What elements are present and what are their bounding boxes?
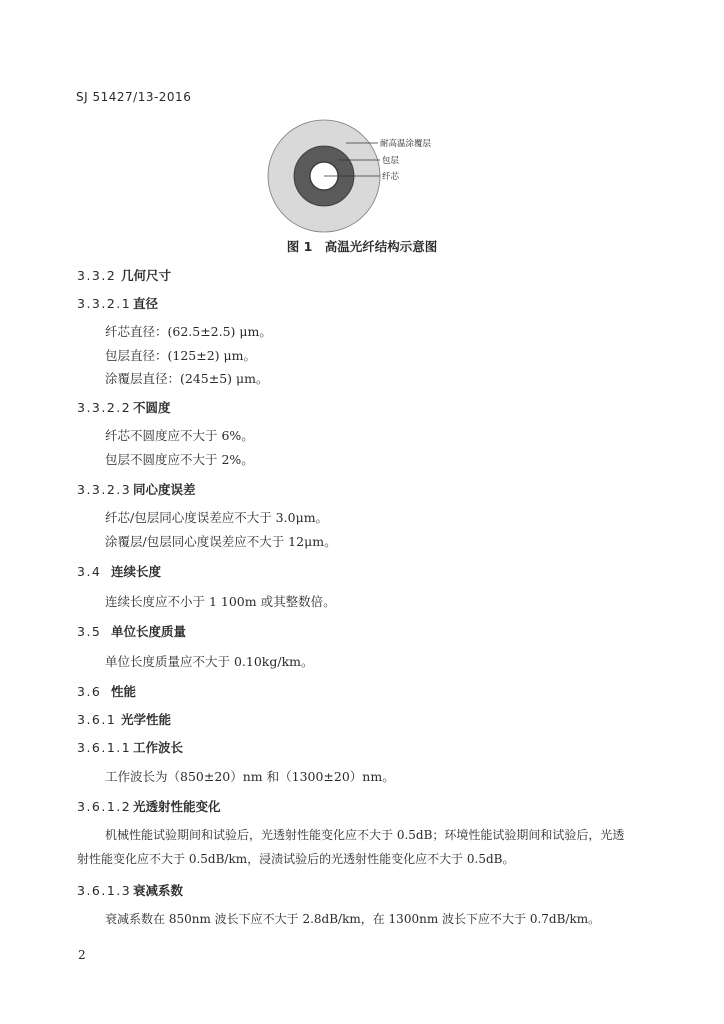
section-heading xyxy=(77,266,171,284)
label-cladding: 包层 xyxy=(382,156,400,166)
paragraph: 单位长度质量应不大于 0.10kg/km。 xyxy=(105,654,314,669)
paragraph: 射性能变化应不大于 0.5dB/km，浸渍试验后的光透射性能变化应不大于 0.5dB。 xyxy=(77,852,515,866)
section-heading xyxy=(77,710,171,728)
section-number: 3.6.1.2 xyxy=(77,799,132,814)
section-title: 性能 xyxy=(111,684,137,699)
section-number: 3.3.2.3 xyxy=(77,482,132,497)
section-number: 3.6 xyxy=(77,684,102,699)
section-title: 衰减系数 xyxy=(133,883,184,898)
paragraph: 纤芯/包层同心度误差应不大于 3.0μm。 xyxy=(105,510,329,525)
section-number: 3.6.1.1 xyxy=(77,740,132,755)
figure-caption: 图 1 高温光纤结构示意图 xyxy=(286,239,438,254)
section-heading xyxy=(77,682,136,700)
label-coating: 耐高温涂覆层 xyxy=(380,139,432,149)
paragraph: 包层直径：(125±2) μm。 xyxy=(105,348,256,363)
paragraph: 连续长度应不小于 1 100m 或其整数倍。 xyxy=(105,594,336,609)
paragraph: 涂覆层直径：(245±5) μm。 xyxy=(105,371,269,386)
section-number: 3.6.1 xyxy=(77,712,117,727)
section-heading xyxy=(77,398,171,416)
section-number: 3.3.2.1 xyxy=(77,296,132,311)
section-number: 3.6.1.3 xyxy=(77,883,132,898)
paragraph: 工作波长为（850±20）nm 和（1300±20）nm。 xyxy=(105,769,395,784)
paragraph: 涂覆层/包层同心度误差应不大于 12μm。 xyxy=(105,534,337,549)
label-core: 纤芯 xyxy=(382,172,400,182)
section-heading xyxy=(77,480,196,498)
paragraph: 衰减系数在 850nm 波长下应不大于 2.8dB/km，在 1300nm 波长下应不大于 0.7dB/km。 xyxy=(105,912,601,926)
section-heading xyxy=(77,797,221,815)
paragraph: 纤芯直径：(62.5±2.5) μm。 xyxy=(105,324,272,339)
section-title: 连续长度 xyxy=(111,564,162,579)
section-heading xyxy=(77,738,183,756)
fiber-structure-figure xyxy=(260,118,460,233)
section-title: 单位长度质量 xyxy=(111,624,187,639)
section-title: 光透射性能变化 xyxy=(133,799,221,814)
paragraph: 纤芯不圆度应不大于 6%。 xyxy=(105,428,254,443)
section-number: 3.3.2 xyxy=(77,268,117,283)
section-heading xyxy=(77,622,186,640)
section-title: 直径 xyxy=(133,296,159,311)
document-header: SJ 51427/13-2016 xyxy=(76,90,192,104)
section-number: 3.5 xyxy=(77,624,102,639)
page-number: 2 xyxy=(78,948,86,962)
section-title: 不圆度 xyxy=(133,400,171,415)
section-heading xyxy=(77,881,183,899)
section-title: 工作波长 xyxy=(133,740,184,755)
section-heading xyxy=(77,294,158,312)
section-title: 同心度误差 xyxy=(133,482,196,497)
section-number: 3.4 xyxy=(77,564,102,579)
section-title: 几何尺寸 xyxy=(121,268,172,283)
section-title: 光学性能 xyxy=(121,712,172,727)
paragraph: 机械性能试验期间和试验后，光透射性能变化应不大于 0.5dB；环境性能试验期间和试验后，光透 xyxy=(105,828,625,842)
section-number: 3.3.2.2 xyxy=(77,400,132,415)
section-heading xyxy=(77,562,161,580)
paragraph: 包层不圆度应不大于 2%。 xyxy=(105,452,254,467)
